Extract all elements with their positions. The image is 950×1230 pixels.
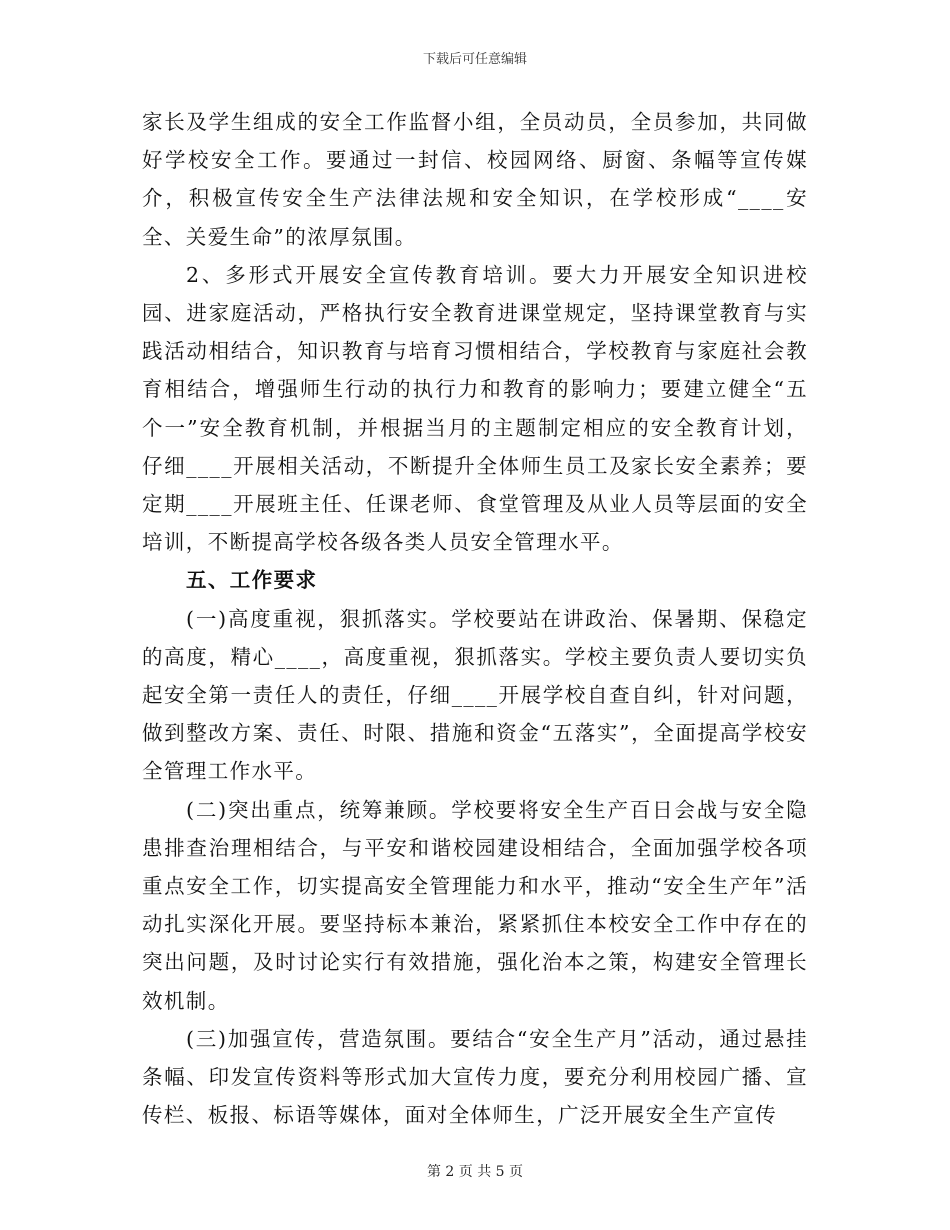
page-footer: 第 2 页 共 5 页 bbox=[426, 1164, 524, 1180]
paragraph-requirement-3: (三)加强宣传，营造氛围。要结合“安全生产月”活动，通过悬挂条幅、印发宣传资料等形式加大宣传力度，要充分利用校园广播、宣传栏、板报、标语等媒体，面对全体师生，广泛开展安全生产宣传 bbox=[142, 1026, 808, 1128]
paragraph-continuation: 家长及学生组成的安全工作监督小组，全员动员，全员参加，共同做好学校安全工作。要通过一封信、校园网络、厨窗、条幅等宣传媒介，积极宣传安全生产法律法规和安全知识，在学校形成“____安全、关爱生命”的浓厚氛围。 bbox=[142, 110, 808, 249]
document-body bbox=[142, 103, 808, 1134]
section-heading: 五、工作要求 bbox=[186, 568, 318, 593]
paragraph-requirement-1: (一)高度重视，狠抓落实。学校要站在讲政治、保暑期、保稳定的高度，精心____，高度重视，狠抓落实。学校主要负责人要切实负起安全第一责任人的责任，仔细____开展学校自查自纠，针对问题，做到整改方案、责任、时限、措施和资金“五落实”，全面提高学校安全管理工作水平。 bbox=[142, 606, 809, 784]
paragraph-requirement-2: (二)突出重点，统筹兼顾。学校要将安全生产百日会战与安全隐患排查治理相结合，与平安和谐校园建设相结合，全面加强学校各项重点安全工作，切实提高安全管理能力和水平，推动“安全生产年”活动扎实深化开展。要坚持标本兼治，紧紧抓住本校安全工作中存在的突出问题，及时讨论实行有效措施，强化治本之策，构建安全管理长效机制。 bbox=[142, 797, 809, 1013]
paragraph-item-2: 2、多形式开展安全宣传教育培训。要大力开展安全知识进校园、进家庭活动，严格执行安全教育进课堂规定，坚持课堂教育与实践活动相结合，知识教育与培育习惯相结合，学校教育与家庭社会教育相结合，增强师生行动的执行力和教育的影响力；要建立健全“五个一”安全教育机制，并根据当月的主题制定相应的安全教育计划，仔细____开展相关活动，不断提升全体师生员工及家长安全素养；要定期____开展班主任、任课老师、食堂管理及从业人员等层面的安全培训，不断提高学校各级各类人员安全管理水平。 bbox=[142, 262, 808, 555]
page-header: 下载后可任意编辑 bbox=[422, 52, 527, 67]
